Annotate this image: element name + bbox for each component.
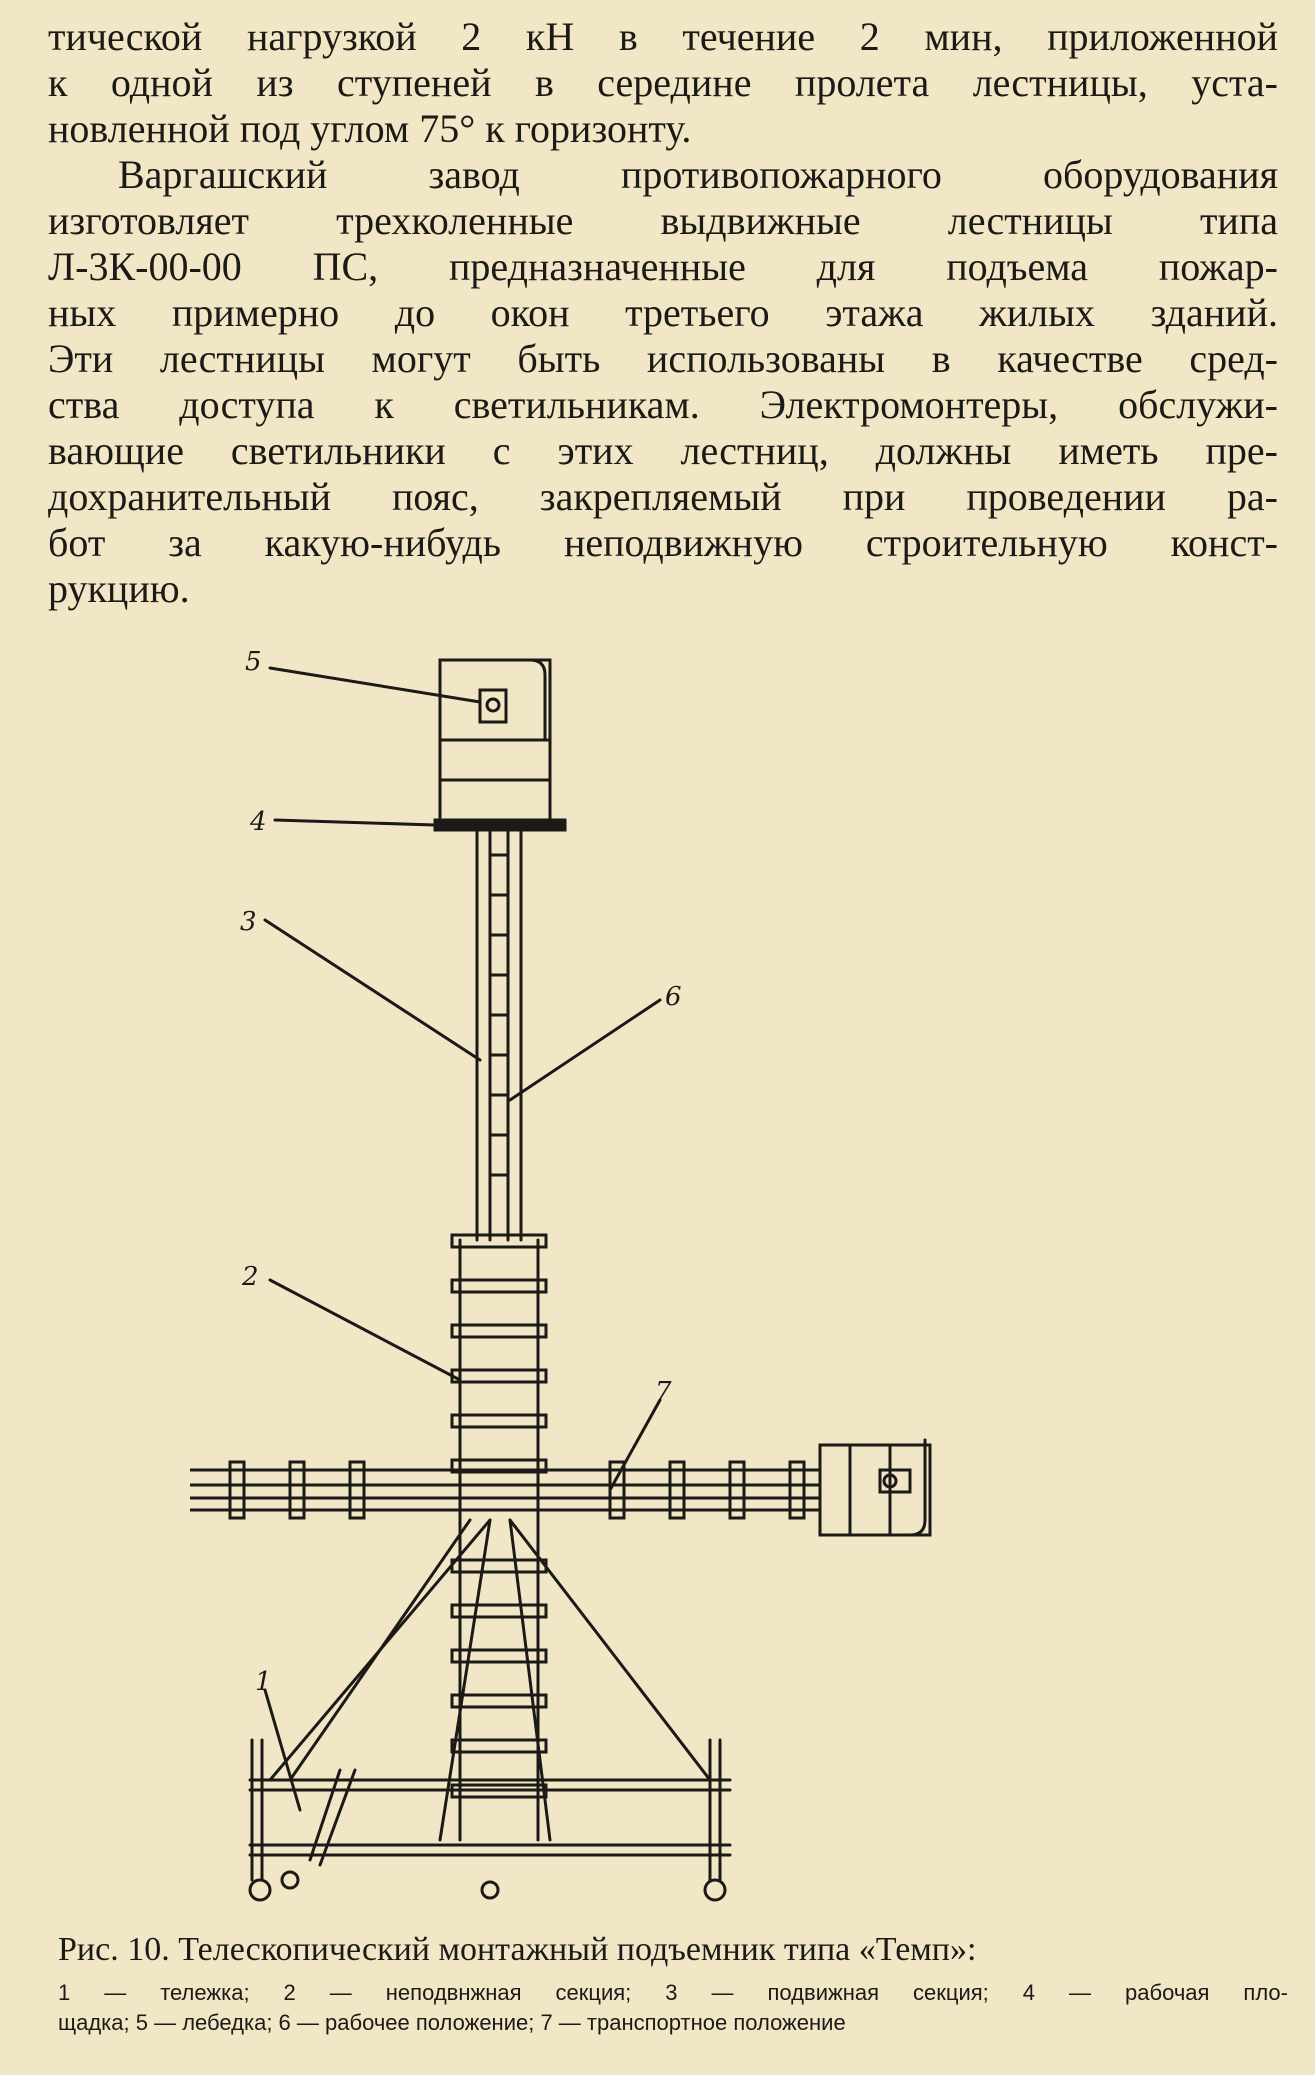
callout-7: 7 xyxy=(655,1377,672,1407)
callout-2: 2 xyxy=(242,1262,259,1292)
figure-caption-legend xyxy=(48,1978,1288,2038)
legend-line: 1 — тележка; 2 — неподвнжная секция; 3 — подвижная секция; 4 — рабочая пло- xyxy=(58,1980,1288,2005)
text-line: бот за какую-нибудь неподвижную строительную конст- xyxy=(48,520,1278,565)
callout-3: 3 xyxy=(240,907,257,937)
work-platform xyxy=(435,820,565,830)
body-text xyxy=(48,14,1278,612)
callout-1: 1 xyxy=(255,1667,272,1697)
lift-drawing xyxy=(190,640,1010,1940)
text-line: ства доступа к светильникам. Электромонтеры, обслужи- xyxy=(48,382,1278,427)
lift-drawing-svg xyxy=(190,640,1010,1940)
callout-5: 5 xyxy=(245,647,262,677)
legend-line: щадка; 5 — лебедка; 6 — рабочее положение; 7 — транспортное положение xyxy=(58,2010,846,2035)
text-line: Л-3К-00-00 ПС, предназначенные для подъема пожар- xyxy=(48,244,1278,289)
text-line: ных примерно до окон третьего этажа жилых зданий. xyxy=(48,290,1278,335)
callout-6: 6 xyxy=(665,982,682,1012)
cart xyxy=(250,1740,730,1900)
movable-section-rungs xyxy=(490,855,508,1175)
text-line: дохранительный пояс, закрепляемый при проведении ра- xyxy=(48,474,1278,519)
text-line: новленной под углом 75° к горизонту. xyxy=(48,106,692,151)
text-line: Эти лестницы могут быть использованы в качестве сред- xyxy=(48,336,1278,381)
text-line: вающие светильники с этих лестниц, должны иметь пре- xyxy=(48,428,1278,473)
text-line: изготовляет трехколенные выдвижные лестницы типа xyxy=(48,198,1278,243)
text-line: Варгашский завод противопожарного оборудования xyxy=(118,152,1278,197)
text-line: тической нагрузкой 2 кН в течение 2 мин, приложенной xyxy=(48,14,1278,59)
text-line: рукцию. xyxy=(48,566,190,611)
figure-caption-title: Рис. 10. Телескопический монтажный подъемник типа «Темп»: xyxy=(58,1931,977,1968)
text-line: к одной из ступеней в середине пролета лестницы, уста- xyxy=(48,60,1278,105)
callout-4: 4 xyxy=(250,807,267,837)
